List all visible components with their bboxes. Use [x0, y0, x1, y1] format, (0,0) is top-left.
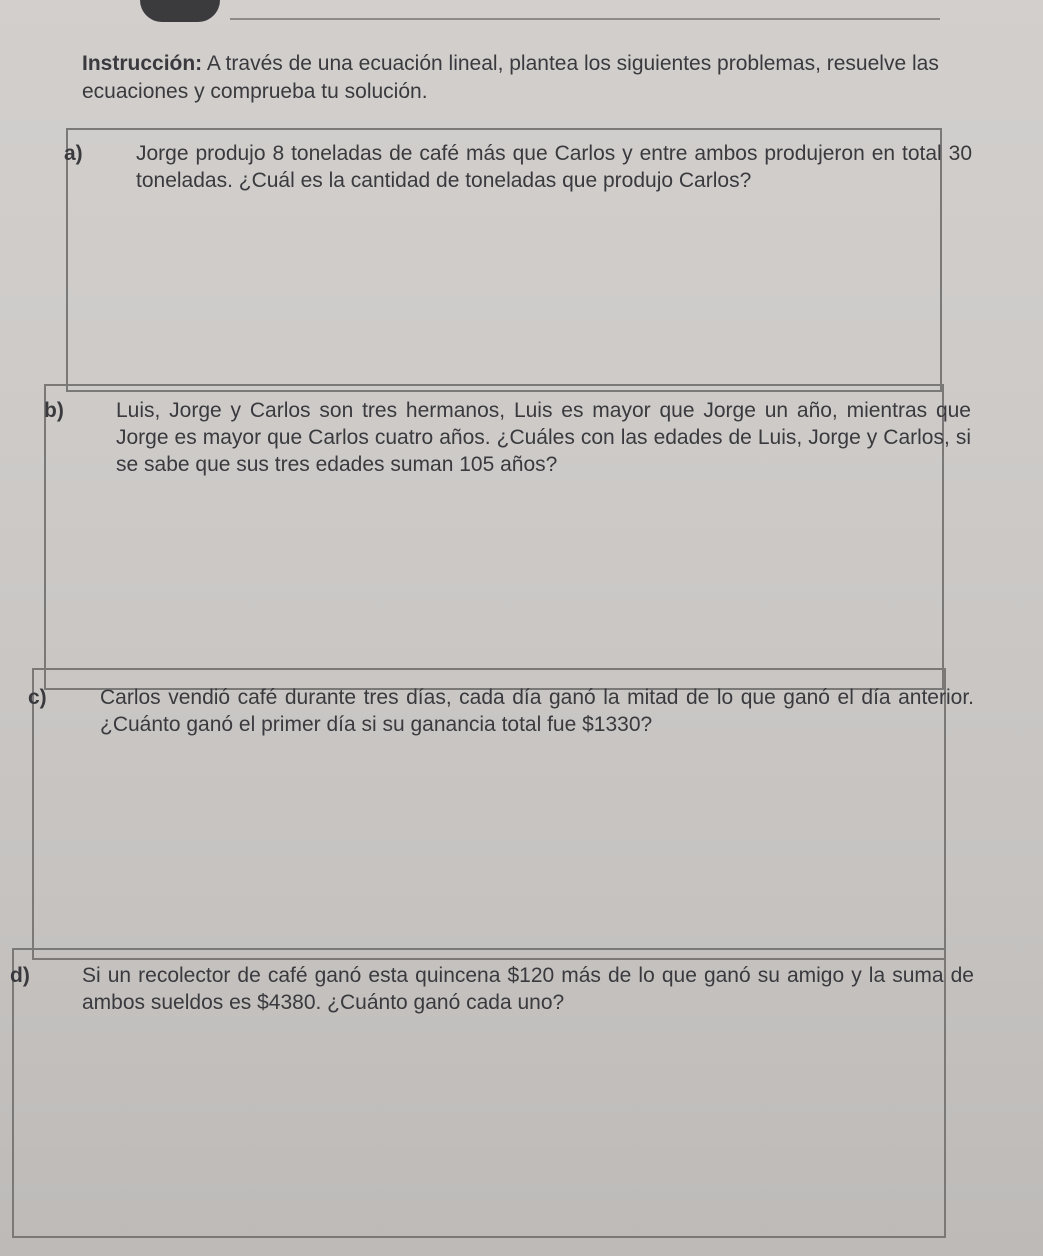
problem-a-letter: a) — [64, 142, 83, 165]
problem-b — [44, 397, 971, 478]
problem-a-text: Jorge produjo 8 toneladas de café más que Carlos y entre ambos produjeron en total 30 toneladas. ¿Cuál es la cantidad de toneladas que produjo Carlos? — [136, 142, 972, 192]
problem-a — [64, 140, 972, 194]
problem-c — [28, 684, 974, 738]
problem-b-letter: b) — [44, 399, 64, 422]
problem-c-letter: c) — [28, 686, 47, 709]
problem-b-text: Luis, Jorge y Carlos son tres hermanos, Luis es mayor que Jorge un año, mientras que Jorge es mayor que Carlos cuatro años. ¿Cuáles con las edades de Luis, Jorge y Carlos, si se sabe que sus tres edades suman 105 años? — [116, 399, 971, 476]
instruction-label: Instrucción: — [82, 52, 203, 75]
top-rule — [230, 18, 940, 20]
dark-mark — [140, 0, 220, 22]
instruction-paragraph — [82, 50, 952, 106]
problem-d-text: Si un recolector de café ganó esta quincena $120 más de lo que ganó su amigo y la suma de ambos sueldos es $4380. ¿Cuánto ganó cada uno? — [82, 964, 974, 1014]
problem-d — [10, 962, 974, 1016]
problem-c-text: Carlos vendió café durante tres días, cada día ganó la mitad de lo que ganó el día anterior. ¿Cuánto ganó el primer día si su ganancia total fue $1330? — [100, 686, 974, 736]
problem-d-letter: d) — [10, 964, 30, 987]
instruction-text: A través de una ecuación lineal, plantea los siguientes problemas, resuelve las ecuaciones y comprueba tu solución. — [82, 52, 939, 103]
